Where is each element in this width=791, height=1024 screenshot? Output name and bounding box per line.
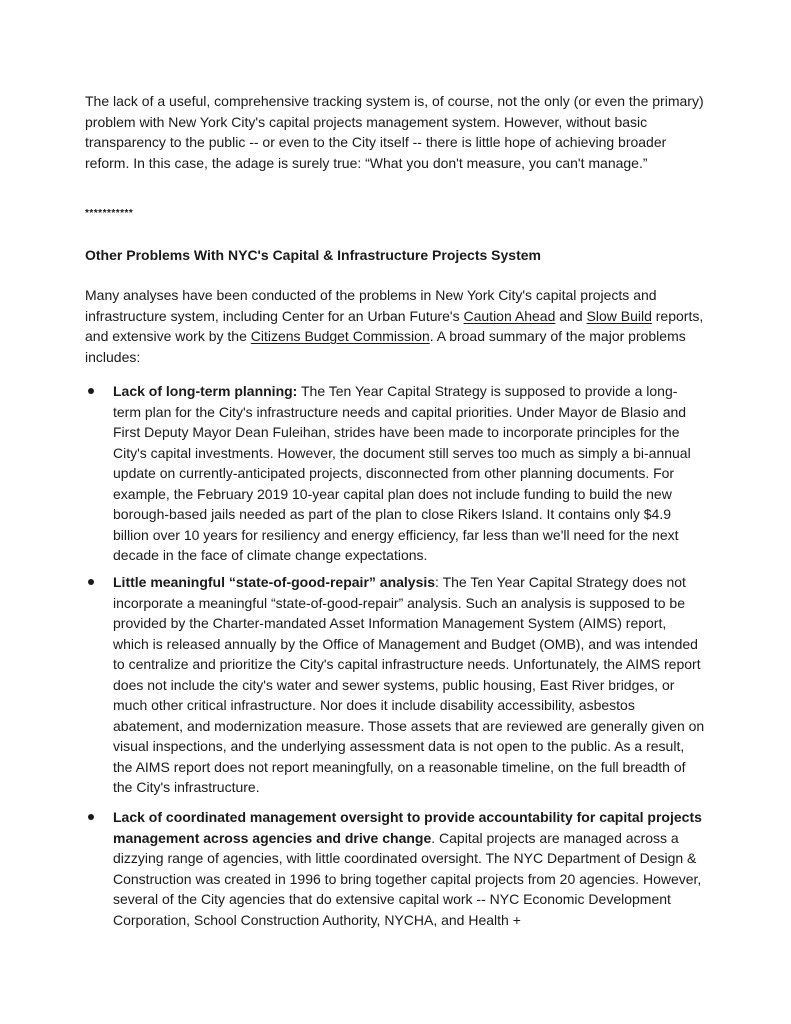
analyses-text-d: . A broad summary of the major problems includes: (85, 328, 686, 365)
bullet-item-long-term-planning (85, 381, 705, 566)
analyses-text-a: Many analyses have been conducted of the problems in New York City's capital projects and infrastructure system, including Center for an Urban Future's (85, 287, 657, 324)
analyses-paragraph (85, 285, 705, 367)
citizens-budget-commission-link[interactable]: Citizens Budget Commission (250, 328, 430, 344)
bullet-body: . Capital projects are managed across a dizzying range of agencies, with little coordinated oversight. The NYC Department of Design & Construction was created in 1996 to bring together capital projects from 20 agencies. However, several of the City agencies that do extensive capital work -- NYC Economic Development Corporation, School Construction Authority, NYCHA, and Health + (113, 829, 702, 928)
caution-ahead-link[interactable]: Caution Ahead (463, 307, 556, 324)
bullet-lead: Lack of long-term planning: (113, 383, 298, 399)
slow-build-link[interactable]: Slow Build (586, 307, 652, 324)
bullet-lead: Little meaningful “state-of-good-repair” analysis (113, 574, 436, 590)
bullet-item-management-oversight (85, 807, 705, 930)
bullet-body: : The Ten Year Capital Strategy does not incorporate a meaningful “state-of-good-repair” analysis. Such an analysis is supposed to be provided by the Charter-mandated Asset Information Management System (AIMS) report, which is released annually by the Office of Management and Budget (OMB), and was intended to centralize and prioritize the City's capital infrastructure needs. Unfortunately, the AIMS report does not include the city's water and sewer systems, public housing, East River bridges, or much other critical infrastructure. Nor does it include disability accessibility, asbestos abatement, and modernization measure. Those assets that are reviewed are generally given on visual inspections, and the underlying assessment data is not open to the public. As a result, the AIMS report does not report meaningfully, on a reasonable timeline, on the full breadth of the City's infrastructure. (113, 574, 705, 795)
section-heading: Other Problems With NYC's Capital & Infrastructure Projects System (85, 247, 541, 263)
bullet-lead: Lack of coordinated management oversight to provide accountability for capital projects management across agencies and drive change (113, 809, 702, 846)
bullet-list (85, 572, 705, 798)
section-separator: *********** (85, 208, 134, 219)
analyses-text-b: and (555, 307, 587, 324)
bullet-list (85, 381, 705, 566)
bullet-icon (88, 814, 94, 820)
analyses-text-c: reports, and extensive work by the (85, 307, 704, 344)
bullet-item-state-of-good-repair (85, 572, 705, 798)
bullet-list (85, 807, 705, 930)
intro-paragraph: The lack of a useful, comprehensive tracking system is, of course, not the only (or even the primary) problem with New York City's capital projects management system. However, without basic transparency to the public -- or even to the City itself -- there is little hope of achieving broader reform. In this case, the adage is surely true: “What you don't measure, you can't manage.” (85, 93, 704, 171)
bullet-body: The Ten Year Capital Strategy is supposed to provide a long-term plan for the City's infrastructure needs and capital priorities. Under Mayor de Blasio and First Deputy Mayor Dean Fuleihan, strides have been made to incorporate principles for the City's capital investments. However, the document still serves too much as simply a bi-annual update on currently-anticipated projects, disconnected from other planning documents. For example, the February 2019 10-year capital plan does not include funding to build the new borough-based jails needed as part of the plan to close Rikers Island. It contains only $4.9 billion over 10 years for resiliency and energy efficiency, far less than we'll need for the next decade in the face of climate change expectations. (113, 383, 691, 563)
bullet-icon (88, 388, 94, 394)
bullet-icon (88, 579, 94, 585)
